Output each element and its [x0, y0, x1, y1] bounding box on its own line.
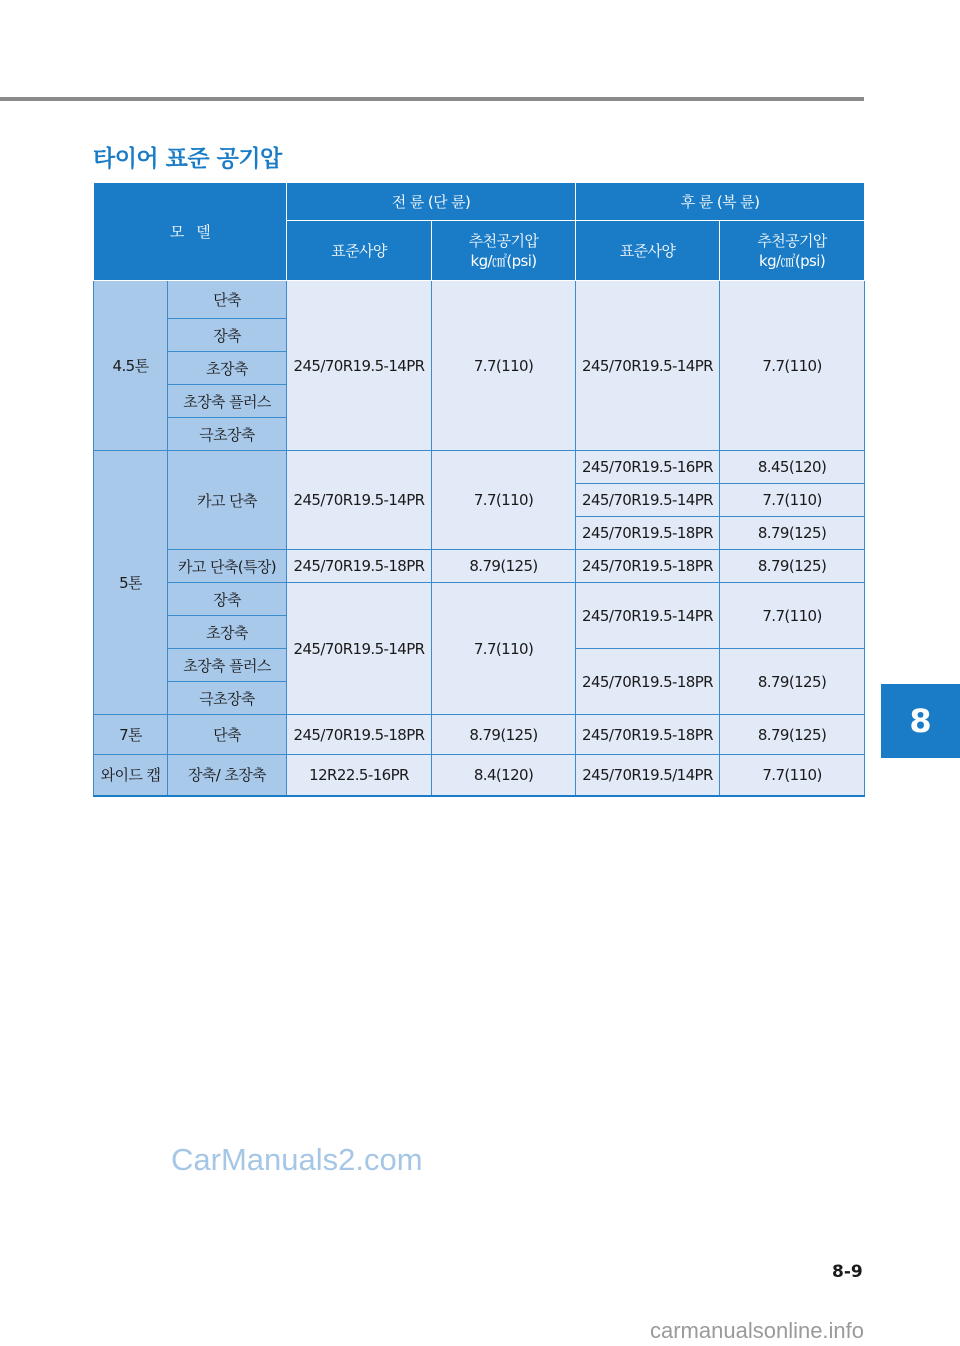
rear-spec-cell: 245/70R19.5-14PR [576, 281, 720, 451]
sub-model-cell: 초장축 플러스 [168, 385, 287, 418]
table-row [94, 583, 865, 616]
front-pressure-cell: 7.7(110) [432, 451, 576, 550]
front-spec-cell: 245/70R19.5-14PR [287, 281, 432, 451]
rear-pressure-cell: 7.7(110) [720, 755, 865, 796]
footer-site-name: carmanualsonline.info [650, 1318, 865, 1343]
front-spec-cell: 245/70R19.5-18PR [287, 550, 432, 583]
sub-model-cell: 카고 단축 [168, 451, 287, 550]
section-title: 타이어 표준 공기압 [93, 146, 282, 172]
header-rear-pressure-l2: kg/㎠(psi) [759, 251, 826, 270]
front-spec-cell: 12R22.5-16PR [287, 755, 432, 796]
sub-model-cell: 초장축 [168, 616, 287, 649]
table-row [94, 281, 865, 319]
model-cell: 4.5톤 [94, 281, 168, 451]
sub-model-cell: 초장축 [168, 352, 287, 385]
rear-spec-cell: 245/70R19.5-18PR [576, 517, 720, 550]
header-rear-std: 표준사양 [576, 221, 720, 281]
header-front-pressure [432, 221, 576, 281]
page-number: 8-9 [832, 1262, 863, 1282]
sub-model-cell: 단축 [168, 715, 287, 755]
table-row [94, 755, 865, 796]
sub-model-cell: 극초장축 [168, 682, 287, 715]
model-cell: 와이드 캡 [94, 755, 168, 796]
front-spec-cell: 245/70R19.5-18PR [287, 715, 432, 755]
top-rule [0, 97, 864, 101]
header-rear-pressure [720, 221, 865, 281]
rear-spec-cell: 245/70R19.5-14PR [576, 484, 720, 517]
front-pressure-cell: 8.79(125) [432, 715, 576, 755]
table-row [94, 550, 865, 583]
rear-pressure-cell: 7.7(110) [720, 583, 865, 649]
table-row [94, 451, 865, 484]
rear-spec-cell: 245/70R19.5-18PR [576, 550, 720, 583]
rear-pressure-cell: 8.79(125) [720, 715, 865, 755]
sub-model-cell: 카고 단축(특장) [168, 550, 287, 583]
model-cell: 5톤 [94, 451, 168, 715]
front-pressure-cell: 7.7(110) [432, 583, 576, 715]
header-front-std: 표준사양 [287, 221, 432, 281]
front-spec-cell: 245/70R19.5-14PR [287, 451, 432, 550]
header-model: 모 델 [94, 183, 287, 281]
front-pressure-cell: 7.7(110) [432, 281, 576, 451]
rear-pressure-cell: 8.79(125) [720, 550, 865, 583]
model-cell: 7톤 [94, 715, 168, 755]
front-spec-cell: 245/70R19.5-14PR [287, 583, 432, 715]
sub-model-cell: 장축 [168, 319, 287, 352]
sub-model-cell: 극초장축 [168, 418, 287, 451]
header-rear: 후 륜 (복 륜) [576, 183, 865, 221]
front-pressure-cell: 8.79(125) [432, 550, 576, 583]
sub-model-cell: 단축 [168, 281, 287, 319]
header-front-pressure-l2: kg/㎠(psi) [470, 251, 537, 270]
rear-pressure-cell: 7.7(110) [720, 484, 865, 517]
table-row [94, 715, 865, 755]
rear-pressure-cell: 8.79(125) [720, 517, 865, 550]
rear-pressure-cell: 8.45(120) [720, 451, 865, 484]
rear-pressure-cell: 8.79(125) [720, 649, 865, 715]
chapter-tab: 8 [881, 684, 960, 758]
header-rear-pressure-l1: 추천공기압 [757, 231, 827, 250]
rear-spec-cell: 245/70R19.5-16PR [576, 451, 720, 484]
header-front: 전 륜 (단 륜) [287, 183, 576, 221]
rear-spec-cell: 245/70R19.5-18PR [576, 649, 720, 715]
rear-spec-cell: 245/70R19.5/14PR [576, 755, 720, 796]
watermark: CarManuals2.com [171, 1142, 423, 1177]
sub-model-cell: 장축/ 초장축 [168, 755, 287, 796]
sub-model-cell: 장축 [168, 583, 287, 616]
header-front-pressure-l1: 추천공기압 [468, 231, 539, 250]
sub-model-cell: 초장축 플러스 [168, 649, 287, 682]
rear-spec-cell: 245/70R19.5-18PR [576, 715, 720, 755]
front-pressure-cell: 8.4(120) [432, 755, 576, 796]
tire-pressure-table [93, 182, 865, 797]
header-row-1 [94, 183, 865, 221]
rear-pressure-cell: 7.7(110) [720, 281, 865, 451]
rear-spec-cell: 245/70R19.5-14PR [576, 583, 720, 649]
